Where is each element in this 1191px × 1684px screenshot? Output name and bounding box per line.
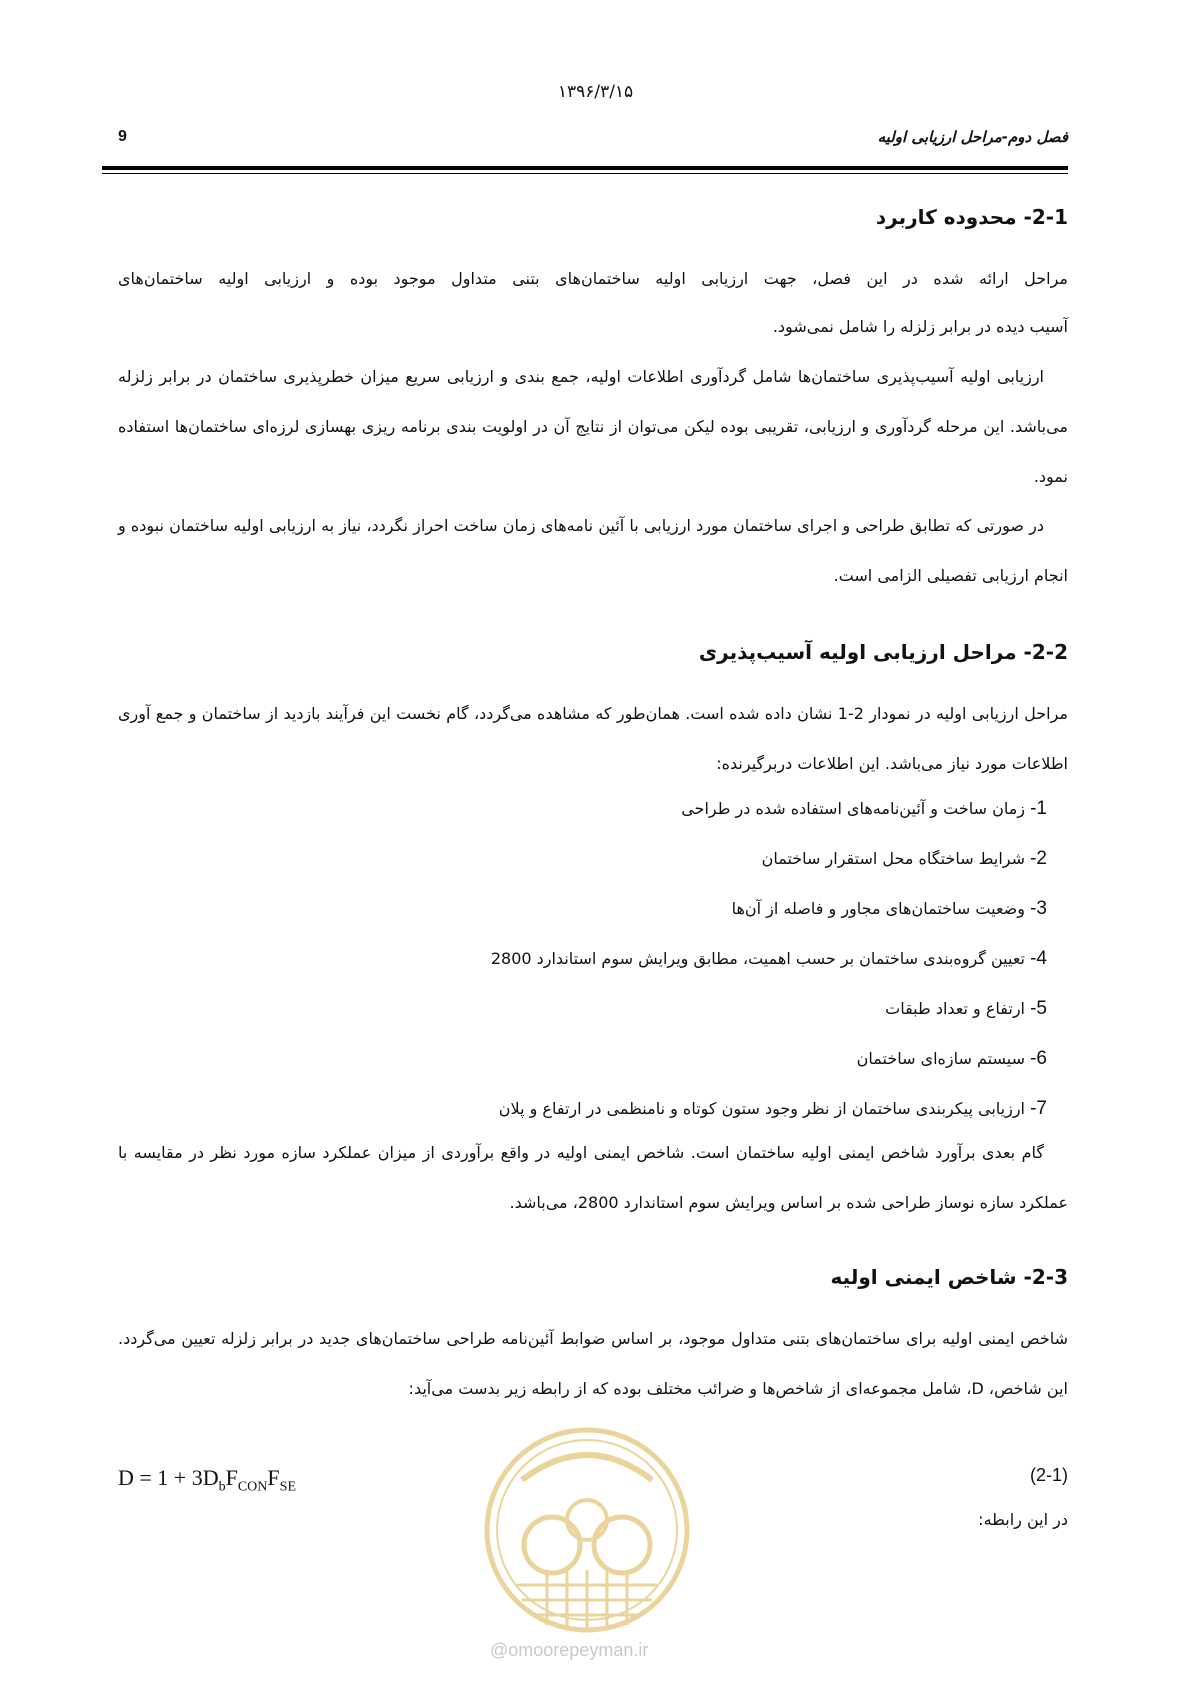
equation-number: (2-1) — [1029, 1465, 1068, 1485]
list-item-text: ارزیابی پیکربندی ساختمان از نظر وجود ستون کوتاه و نامنظمی در ارتفاع و پلان — [498, 1099, 1025, 1118]
list-item — [732, 898, 1047, 920]
list-item-text: شرایط ساختگاه محل استقرار ساختمان — [761, 849, 1025, 868]
section-2-intro: مراحل ارزیابی اولیه در نمودار 2-1 نشان داده شده است. همان‌طور که مشاهده می‌گردد، گام نخست این فرآیند بازدید از ساختمان و جمع آوری اطلاعات مورد نیاز می‌باشد. این اطلاعات دربرگیرنده: — [118, 704, 1068, 773]
section-heading-2-3: 2-3- شاخص ایمنی اولیه — [830, 1265, 1068, 1289]
list-item — [491, 948, 1047, 970]
list-item-number: 2- — [1030, 848, 1047, 869]
section-heading-2-2: 2-2- مراحل ارزیابی اولیه آسیب‌پذیری — [698, 640, 1068, 664]
list-item-text: زمان ساخت و آئین‌نامه‌های استفاده شده در طراحی — [681, 799, 1025, 818]
page-number: 9 — [118, 128, 127, 145]
list-item-text: وضعیت ساختمان‌های مجاور و فاصله از آن‌ها — [731, 899, 1025, 918]
section-heading-2-1: 2-1- محدوده کاربرد — [875, 205, 1068, 229]
paragraph-2: ارزیابی اولیه آسیب‌پذیری ساختمان‌ها شامل گردآوری اطلاعات اولیه، جمع بندی و ارزیابی سریع میزان خطرپذیری ساختمان در برابر زلزله می‌باشد. این مرحله گردآوری و ارزیابی، تقریبی بوده لیکن می‌توان از نتایج آن در اولویت بندی برنامه ریزی بهسازی لرزه‌ای ساختمان‌ها استفاده نمود. — [118, 367, 1068, 486]
equation-after-text: در این رابطه: — [978, 1510, 1068, 1529]
paragraph-3: در صورتی که تطابق طراحی و اجرای ساختمان مورد ارزیابی با آئین نامه‌های زمان ساخت احراز نگردد، نیاز به ارزیابی اولیه ساختمان نبوده و انجام ارزیابی تفصیلی الزامی است. — [118, 516, 1068, 585]
list-item-number: 5- — [1030, 998, 1047, 1019]
list-item-number: 4- — [1030, 948, 1047, 969]
paragraph-1-line-1: مراحل ارائه شده در این فصل، جهت ارزیابی اولیه ساختمان‌های بتنی متداول موجود بوده و ارزیابی اولیه ساختمان‌های — [118, 269, 1068, 288]
list-item — [499, 1098, 1047, 1120]
list-item — [857, 1048, 1047, 1070]
equation-formula: $D = 1 + 3D_bF_{CON}F_{SE}$ — [118, 1465, 296, 1495]
list-item-text: ارتفاع و تعداد طبقات — [885, 999, 1025, 1018]
list-item-text: تعیین گروه‌بندی ساختمان بر حسب اهمیت، مطابق ویرایش سوم استاندارد 2800 — [490, 949, 1025, 968]
watermark-site: @omoorepeyman.ir — [490, 1640, 649, 1660]
chapter-title: فصل دوم-مراحل ارزیابی اولیه — [877, 128, 1068, 146]
list-item-number: 7- — [1030, 1098, 1047, 1119]
paragraph-1-line-2: آسیب دیده در برابر زلزله را شامل نمی‌شود. — [772, 317, 1068, 336]
list-item — [762, 848, 1047, 870]
list-item-number: 6- — [1030, 1048, 1047, 1069]
list-item — [681, 798, 1047, 820]
section-2-closing: گام بعدی برآورد شاخص ایمنی اولیه ساختمان است. شاخص ایمنی اولیه در واقع برآوردی از میزان عملکرد سازه مورد نظر در مقایسه با عملکرد سازه نوساز طراحی شده بر اساس ویرایش سوم استاندارد 2800، می‌باشد. — [118, 1143, 1068, 1212]
list-item-number: 1- — [1030, 798, 1047, 819]
list-item-number: 3- — [1030, 898, 1047, 919]
watermark-logo — [482, 1420, 692, 1670]
section-3-paragraph: شاخص ایمنی اولیه برای ساختمان‌های بتنی متداول موجود، بر اساس ضوابط آئین‌نامه طراحی ساختمان‌های جدید در برابر زلزله تعیین می‌گردد. این شاخص، D، شامل مجموعه‌ای از شاخص‌ها و ضرائب مختلف بوده که از رابطه زیر بدست می‌آید: — [118, 1329, 1068, 1398]
list-item-text: سیستم سازه‌ای ساختمان — [856, 1049, 1025, 1068]
list-item — [885, 998, 1047, 1020]
document-date: ۱۳۹۶/۳/۱۵ — [557, 82, 634, 102]
